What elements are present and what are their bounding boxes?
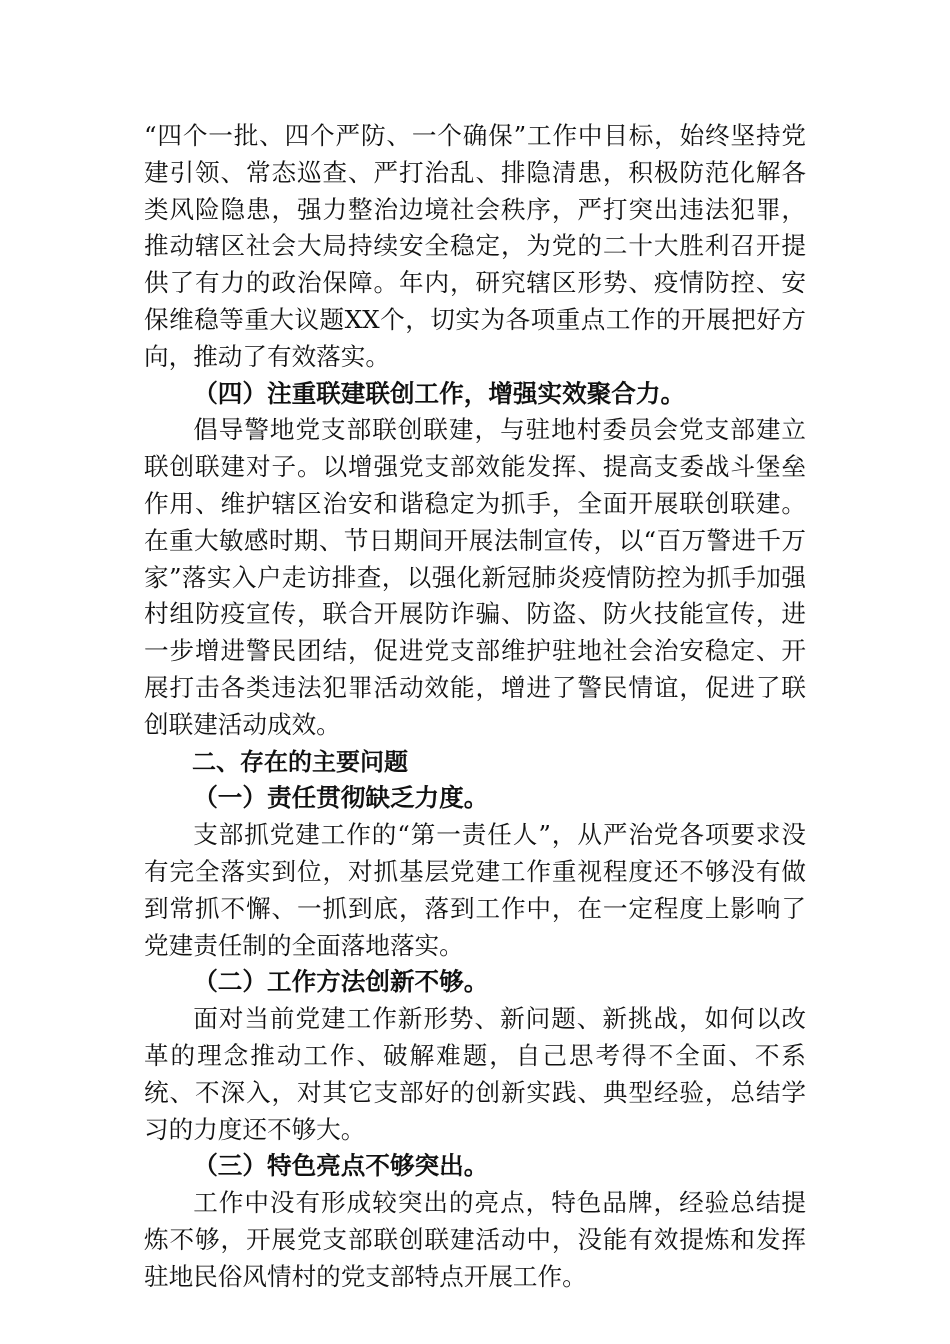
subheading-3: （三）特色亮点不够突出。 (193, 1151, 489, 1181)
body-paragraph-1: “四个一批、四个严防、一个确保”工作中目标，始终坚持党建引领、常态巡查、严打治乱、排隐清患，积极防范化解各类风险隐患，强力整治边境社会秩序，严打突出违法犯罪，推动辖区社会大局持续安全稳定，为党的二十大胜利召开提供了有力的政治保障。年内，研究辖区形势、疫情防控、安保维稳等重大议题XX个，切实为各项重点工作的开展把好方向，推动了有效落实。 (144, 121, 806, 371)
subheading-4: （四）注重联建联创工作，增强实效聚合力。 (193, 378, 686, 408)
subheading-2: （二）工作方法创新不够。 (193, 967, 489, 997)
subheading-1: （一）责任贯彻缺乏力度。 (193, 783, 489, 813)
body-paragraph-4: 面对当前党建工作新形势、新问题、新挑战，如何以改革的理念推动工作、破解难题，自己思考得不全面、不系统、不深入，对其它支部好的创新实践、典型经验，总结学习的力度还不够大。 (144, 1004, 806, 1144)
body-paragraph-5: 工作中没有形成较突出的亮点，特色品牌，经验总结提炼不够，开展党支部联创联建活动中，没能有效提炼和发挥驻地民俗风情村的党支部特点开展工作。 (144, 1188, 806, 1291)
body-paragraph-3: 支部抓党建工作的“第一责任人”，从严治党各项要求没有完全落实到位，对抓基层党建工作重视程度还不够没有做到常抓不懈、一抓到底，落到工作中，在一定程度上影响了党建责任制的全面落地落实。 (144, 820, 806, 960)
document-page (144, 118, 806, 1296)
section-heading-2: 二、存在的主要问题 (192, 747, 408, 776)
body-paragraph-2: 倡导警地党支部联创联建，与驻地村委员会党支部建立联创联建对子。以增强党支部效能发挥、提高支委战斗堡垒作用、维护辖区治安和谐稳定为抓手，全面开展联创联建。在重大敏感时期、节日期间开展法制宣传，以“百万警进千万家”落实入户走访排查，以强化新冠肺炎疫情防控为抓手加强村组防疫宣传，联合开展防诈骗、防盗、防火技能宣传，进一步增进警民团结，促进党支部维护驻地社会治安稳定、开展打击各类违法犯罪活动效能，增进了警民情谊，促进了联创联建活动成效。 (144, 415, 806, 739)
